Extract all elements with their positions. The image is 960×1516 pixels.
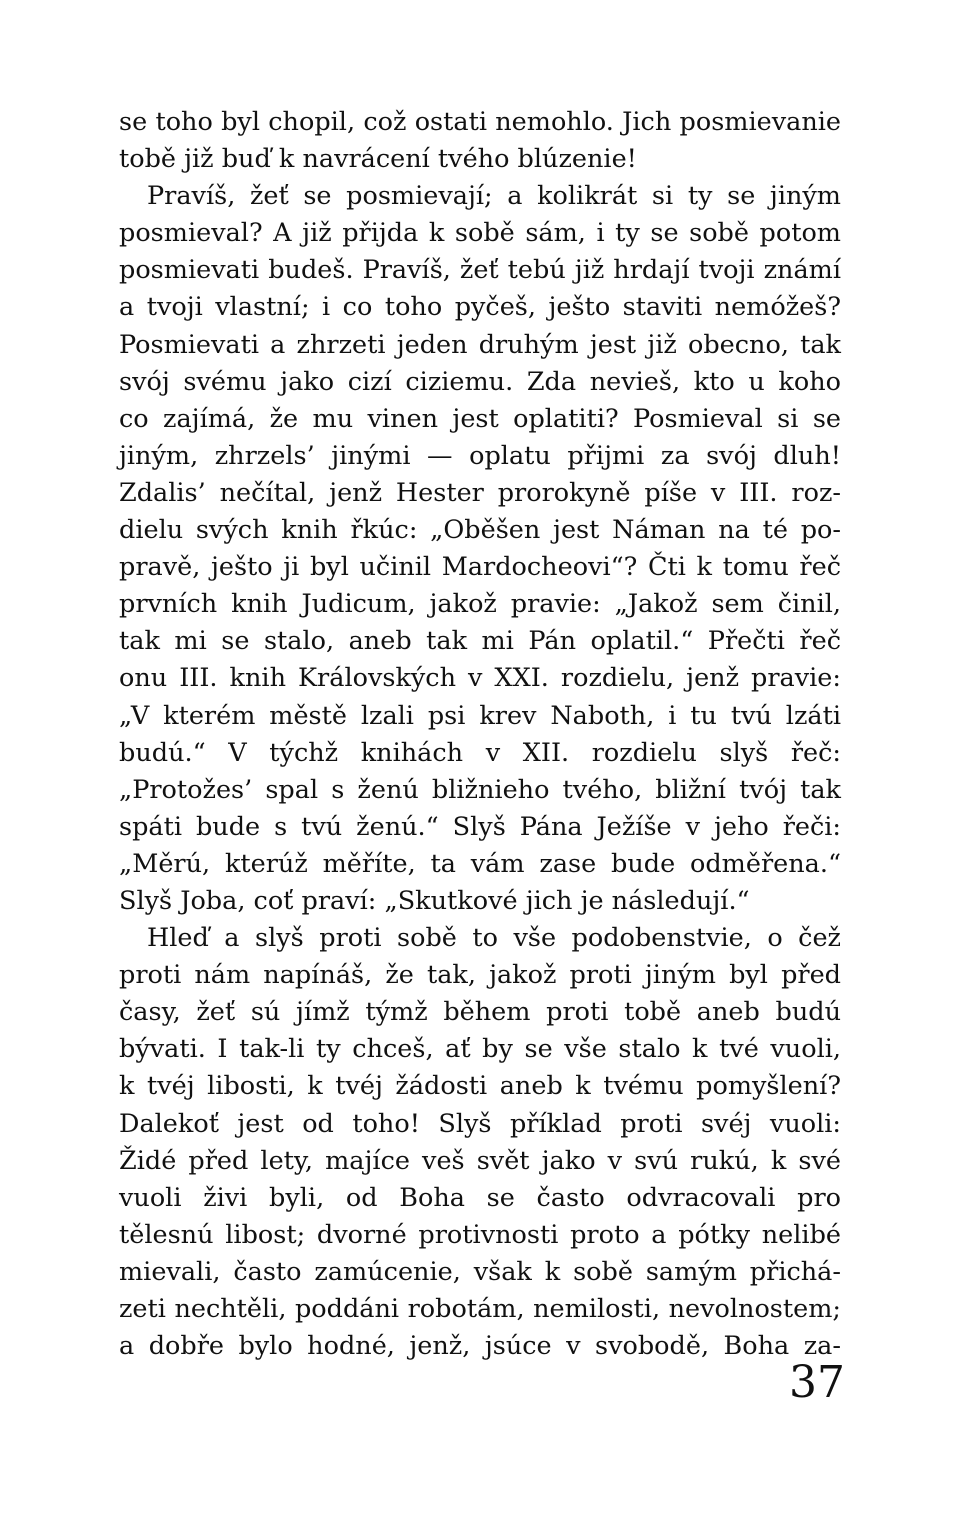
text-line: dielu svých knih řkúc: „Oběšen jest Náman na té po- xyxy=(119,515,841,546)
text-line: spáti bude s tvú ženú.“ Slyš Pána Ježíše v jeho řeči: xyxy=(119,811,841,842)
text-line: onu III. knih Královských v XXI. rozdielu, jenž pravie: xyxy=(119,663,841,694)
text-line: Židé před lety, majíce veš svět jako v svú rukú, k své xyxy=(119,1145,841,1176)
text-line: prvních knih Judicum, jakož pravie: „Jakož sem činil, xyxy=(119,589,841,620)
text-line: Pravíš, žeť se posmievají; a kolikrát si ty se jiným xyxy=(147,181,841,212)
text-line: budú.“ V týchž knihách v XII. rozdielu slyš řeč: xyxy=(119,737,841,768)
text-line: Slyš Joba, coť praví: „Skutkové jich je následují.“ xyxy=(119,885,750,916)
text-line: pravě, ješto ji byl učinil Mardocheovi“? Čti k tomu řeč xyxy=(119,552,841,583)
text-line: a dobře bylo hodné, jenž, jsúce v svobodě, Boha za- xyxy=(119,1331,841,1362)
text-line: bývati. I tak-li ty chceš, ať by se vše stalo k tvé vuoli, xyxy=(119,1034,841,1065)
text-line: „Měrú, kterúž měříte, ta vám zase bude odměřena.“ xyxy=(119,848,841,879)
text-line: Dalekoť jest od toho! Slyš příklad proti svéj vuoli: xyxy=(119,1108,841,1139)
text-line: „Protožes’ spal s ženú bližnieho tvého, bližní tvój tak xyxy=(119,774,841,805)
text-line: svój svému jako cizí ciziemu. Zda nevieš, kto u koho xyxy=(119,366,841,397)
text-line: Posmievati a zhrzeti jeden druhým jest již obecno, tak xyxy=(119,329,841,360)
text-line: Hleď a slyš proti sobě to vše podobenstvie, o čež xyxy=(147,923,841,954)
text-line: vuoli živi byli, od Boha se často odvracovali pro xyxy=(119,1182,841,1213)
text-line: a tvoji vlastní; i co toho pyčeš, ješto staviti nemóžeš? xyxy=(119,292,841,323)
text-line: posmieval? A již přijda k sobě sám, i ty se sobě potom xyxy=(119,218,841,249)
text-line: mievali, často zamúcenie, však k sobě samým přichá- xyxy=(119,1256,841,1287)
text-line: časy, žeť sú jímž týmž během proti tobě aneb budú xyxy=(119,997,841,1028)
text-line: „V kterém městě lzali psi krev Naboth, i tu tvú lzáti xyxy=(119,700,841,731)
text-line: tak mi se stalo, aneb tak mi Pán oplatil.“ Přečti řeč xyxy=(119,626,841,657)
text-line: posmievati budeš. Pravíš, žeť tebú již hrdají tvoji známí xyxy=(119,255,841,286)
text-line: proti nám napínáš, že tak, jakož proti jiným byl před xyxy=(119,960,841,991)
text-line: se toho byl chopil, což ostati nemohlo. Jich posmievanie xyxy=(119,107,841,137)
text-line: tělesnú libost; dvorné protivnosti proto a pótky nelibé xyxy=(119,1219,841,1250)
text-line: jiným, zhrzels’ jinými — oplatu přijmi za svój dluh! xyxy=(119,440,841,471)
text-line: Zdalis’ nečítal, jenž Hester prorokyně píše v III. roz- xyxy=(119,477,841,508)
page-number: 37 xyxy=(789,1357,845,1408)
text-line: k tvéj libosti, k tvéj žádosti aneb k tvému pomyšlení? xyxy=(119,1071,841,1102)
text-line: co zajímá, že mu vinen jest oplatiti? Posmieval si se xyxy=(119,403,841,434)
text-line: tobě již buď k navrácení tvého blúzenie! xyxy=(119,144,637,175)
text-line: zeti nechtěli, poddáni robotám, nemilosti, nevolnostem; xyxy=(119,1294,841,1324)
body-text xyxy=(119,104,841,1365)
